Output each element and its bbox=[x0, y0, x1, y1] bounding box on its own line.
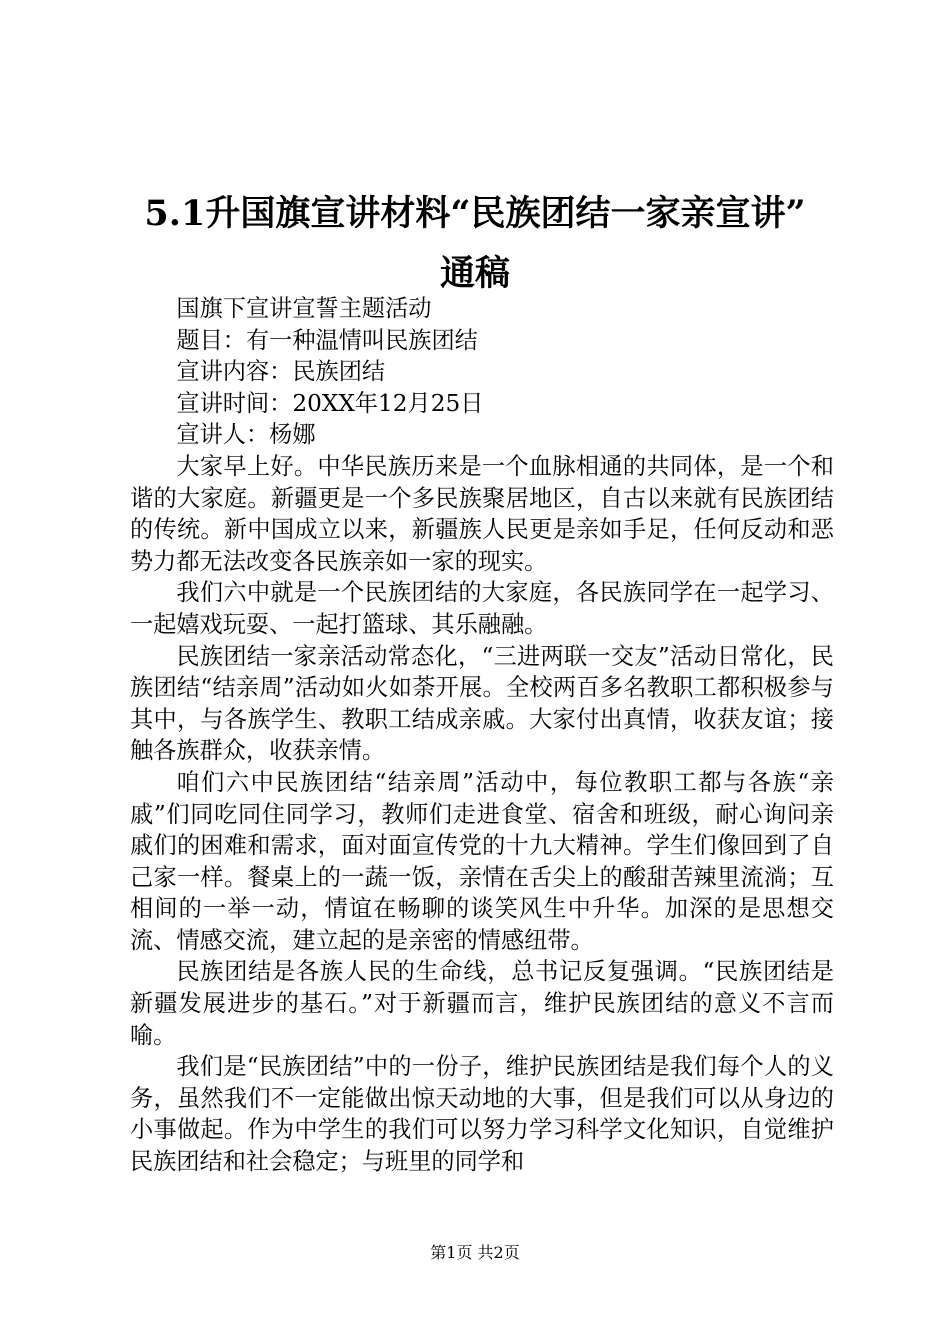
meta-date: 宣讲时间：20XX年12月25日 bbox=[176, 389, 484, 417]
paragraph: 我们六中就是一个民族团结的大家庭，各民族同学在一起学习、一起嬉戏玩耍、一起打篮球、其乐融融。 bbox=[130, 579, 834, 638]
paragraph: 咱们六中民族团结“结亲周”活动中，每位教职工都与各族“亲戚”们同吃同住同学习，教师们走进食堂、宿舍和班级，耐心询问亲戚们的困难和需求，面对面宣传党的十九大精神。学生们像回到了自己家一样。餐桌上的一蔬一饭，亲情在舌尖上的酸甜苦辣里流淌；互相间的一举一动，情谊在畅聊的谈笑风生中升华。加深的是思想交流、情感交流，建立起的是亲密的情感纽带。 bbox=[130, 768, 834, 954]
paragraph: 我们是“民族团结”中的一份子，维护民族团结是我们每个人的义务，虽然我们不一定能做出惊天动地的大事，但是我们可以从身边的小事做起。作为中学生的我们可以努力学习科学文化知识，自觉维护民族团结和社会稳定；与班里的同学和 bbox=[130, 1053, 834, 1176]
page-number: 第1页 共2页 bbox=[430, 1243, 520, 1262]
document-title: 5.1升国旗宣讲材料“民族团结一家亲宣讲” bbox=[144, 193, 806, 234]
document-title-continued: 通稿 bbox=[439, 253, 510, 294]
meta-content: 宣讲内容：民族团结 bbox=[176, 358, 386, 386]
document-body bbox=[130, 293, 834, 1178]
paragraph: 民族团结一家亲活动常态化，“三进两联一交友”活动日常化，民族团结“结亲周”活动如火如荼开展。全校两百多名教职工都积极参与其中，与各族学生、教职工结成亲戚。大家付出真情，收获友谊；接触各族群众，收获亲情。 bbox=[130, 642, 834, 765]
paragraph: 民族团结是各族人民的生命线，总书记反复强调。“民族团结是新疆发展进步的基石。”对于新疆而言，维护民族团结的意义不言而喻。 bbox=[130, 958, 834, 1049]
paragraph: 大家早上好。中华民族历来是一个血脉相通的共同体，是一个和谐的大家庭。新疆更是一个多民族聚居地区，自古以来就有民族团结的传统。新中国成立以来，新疆族人民更是亲如手足，任何反动和恶势力都无法改变各民族亲如一家的现实。 bbox=[130, 452, 834, 575]
meta-topic: 题目：有一种温情叫民族团结 bbox=[176, 326, 478, 354]
meta-speaker: 宣讲人：杨娜 bbox=[176, 421, 316, 449]
meta-activity: 国旗下宣讲宣誓主题活动 bbox=[176, 295, 432, 322]
